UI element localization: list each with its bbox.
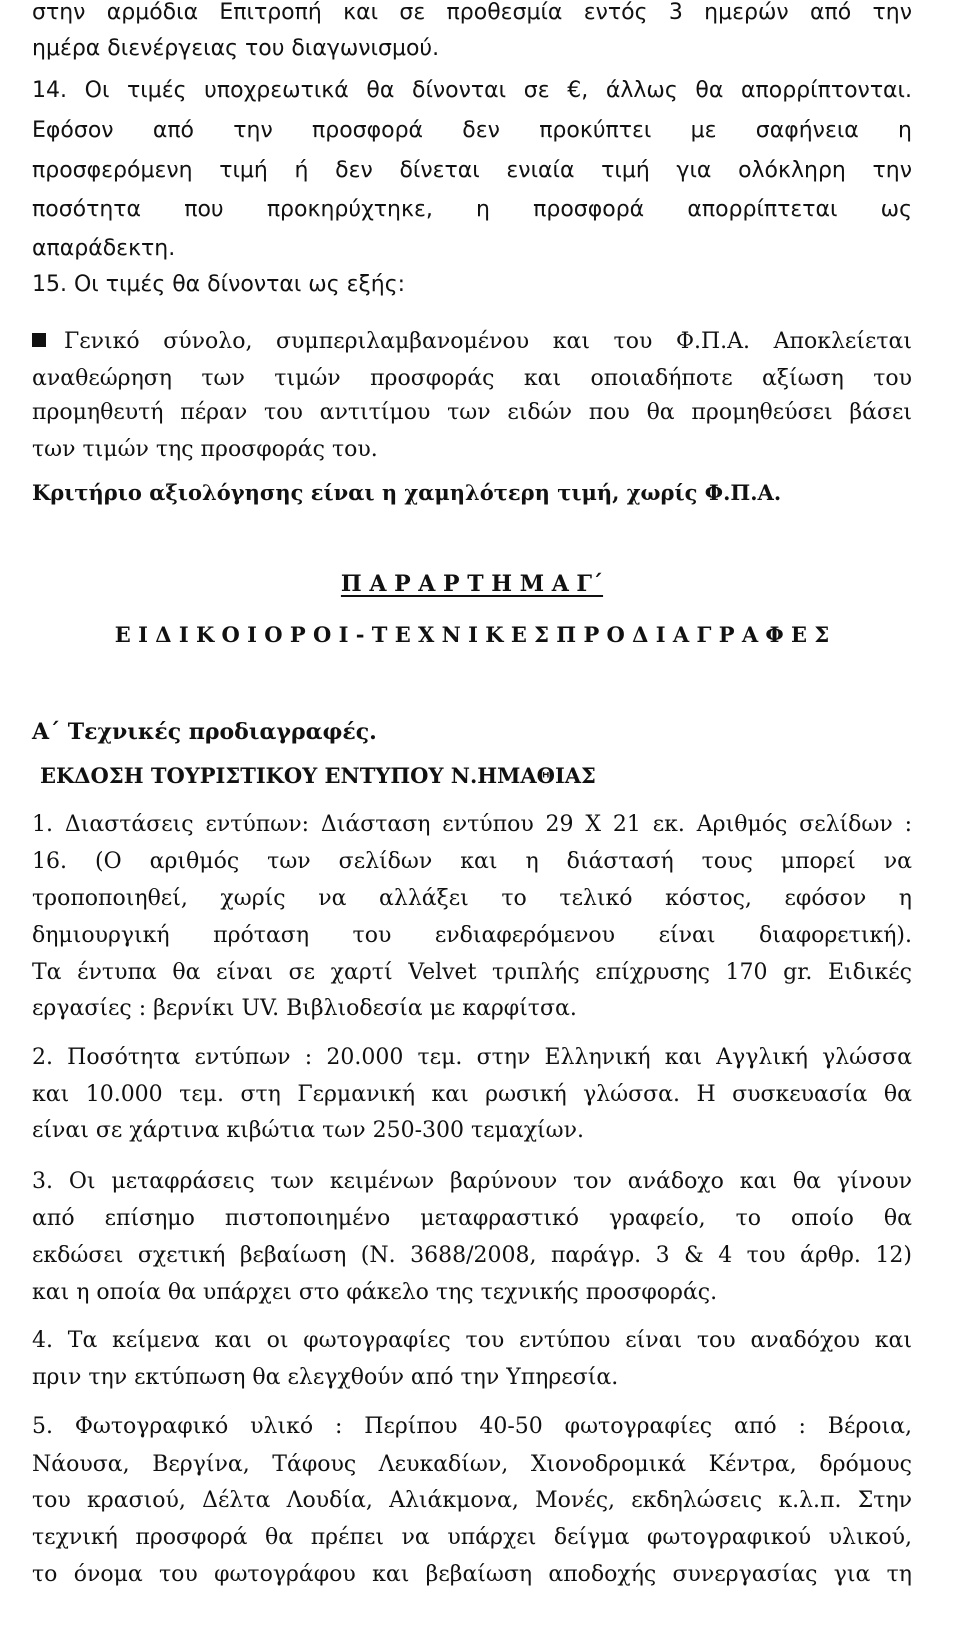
bullet-line-1 bbox=[32, 323, 912, 361]
spec1-line-1: 1. Διαστάσεις εντύπων: Διάσταση εντύπου 29 Χ 21 εκ. Αριθμός σελίδων : bbox=[32, 812, 912, 837]
spec4-line-1: 4. Τα κείμενα και οι φωτογραφίες του εντύπου είναι του αναδόχου και bbox=[32, 1328, 912, 1353]
spec1-line-3: τροποποιηθεί, χωρίς να αλλάξει το τελικό κόστος, εφόσον η bbox=[32, 886, 912, 911]
bullet-line-3: προμηθευτή πέραν του αντιτίμου των ειδών που θα προμηθεύσει βάσει bbox=[32, 400, 912, 425]
spec2-line-2: και 10.000 τεμ. στη Γερμανική και ρωσική γλώσσα. Η συσκευασία θα bbox=[32, 1082, 912, 1107]
bullet-line-2: αναθεώρηση των τιμών προσφοράς και οποιαδήποτε αξίωση του bbox=[32, 366, 912, 391]
item14-line-1: 14. Οι τιμές υποχρεωτικά θα δίνονται σε €, άλλως θα απορρίπτονται. bbox=[32, 78, 912, 103]
spec2-line-3: είναι σε χάρτινα κιβώτια των 250-300 τεμαχίων. bbox=[32, 1118, 584, 1143]
appendix-title-text: Π Α Ρ Α Ρ Τ Η Μ Α Γ΄ bbox=[340, 571, 604, 597]
spec1-line-4: δημιουργική πρόταση του ενδιαφερόμενου είναι διαφορετική). bbox=[32, 923, 912, 948]
intro-line-1: στην αρμόδια Επιτροπή και σε προθεσμία εντός 3 ημερών από την bbox=[32, 0, 912, 25]
appendix-title bbox=[32, 565, 912, 603]
bullet-line-1-text: Γενικό σύνολο, συμπεριλαμβανομένου και του Φ.Π.Α. Αποκλείεται bbox=[64, 329, 912, 354]
spec1-line-5: Τα έντυπα θα είναι σε χαρτί Velvet τριπλής επίχρυσης 170 gr. Ειδικές bbox=[32, 960, 912, 985]
spec5-line-3: του κρασιού, Δέλτα Λουδία, Αλιάκμονα, Μονές, εκδηλώσεις κ.λ.π. Στην bbox=[32, 1488, 912, 1513]
spec3-line-2: από επίσημο πιστοποιημένο μεταφραστικό γραφείο, το οποίο θα bbox=[32, 1206, 912, 1231]
spec5-line-5: το όνομα του φωτογράφου και βεβαίωση αποδοχής συνεργασίας για τη bbox=[32, 1562, 912, 1587]
spec4-line-2: πριν την εκτύπωση θα ελεγχθούν από την Υπηρεσία. bbox=[32, 1365, 619, 1390]
item14-line-3: προσφερόμενη τιμή ή δεν δίνεται ενιαία τιμή για ολόκληρη την bbox=[32, 158, 912, 183]
spec5-line-1: 5. Φωτογραφικό υλικό : Περίπου 40-50 φωτογραφίες από : Βέροια, bbox=[32, 1414, 912, 1439]
item14-line-5: απαράδεκτη. bbox=[32, 236, 176, 261]
item15-line: 15. Οι τιμές θα δίνονται ως εξής: bbox=[32, 272, 406, 297]
spec-heading: Α΄ Τεχνικές προδιαγραφές. bbox=[32, 719, 377, 745]
spec1-line-6: εργασίες : βερνίκι UV. Βιβλιοδεσία με καρφίτσα. bbox=[32, 996, 577, 1021]
spec-subheading: ΕΚΔΟΣΗ ΤΟΥΡΙΣΤΙΚΟΥ ΕΝΤΥΠΟΥ Ν.ΗΜΑΘΙΑΣ bbox=[40, 763, 596, 788]
square-bullet-icon bbox=[32, 333, 46, 347]
intro-line-2: ημέρα διενέργειας του διαγωνισμού. bbox=[32, 36, 440, 61]
appendix-subtitle: Ε Ι Δ Ι Κ Ο Ι Ο Ρ Ο Ι - Τ Ε Χ Ν Ι Κ Ε Σ Π Ρ Ο Δ Ι Α Γ Ρ Α Φ Ε Σ bbox=[114, 622, 830, 647]
spec5-line-2: Νάουσα, Βεργίνα, Τάφους Λευκαδίων, Χιονοδρομικά Κέντρα, δρόμους bbox=[32, 1452, 912, 1477]
item14-line-2: Εφόσον από την προσφορά δεν προκύπτει με σαφήνεια η bbox=[32, 118, 912, 143]
spec5-line-4: τεχνική προσφορά θα πρέπει να υπάρχει δείγμα φωτογραφικού υλικού, bbox=[32, 1525, 912, 1550]
spec1-line-2: 16. (Ο αριθμός των σελίδων και η διάστασή τους μπορεί να bbox=[32, 849, 912, 874]
criterion-line: Κριτήριο αξιολόγησης είναι η χαμηλότερη τιμή, χωρίς Φ.Π.Α. bbox=[32, 480, 782, 505]
bullet-line-4: των τιμών της προσφοράς του. bbox=[32, 437, 378, 462]
spec3-line-1: 3. Οι μεταφράσεις των κειμένων βαρύνουν τον ανάδοχο και θα γίνουν bbox=[32, 1169, 912, 1194]
item14-line-4: ποσότητα που προκηρύχτηκε, η προσφορά απορρίπτεται ως bbox=[32, 197, 912, 222]
spec2-line-1: 2. Ποσότητα εντύπων : 20.000 τεμ. στην Ελληνική και Αγγλική γλώσσα bbox=[32, 1045, 912, 1070]
spec3-line-3: εκδώσει σχετική βεβαίωση (Ν. 3688/2008, παράγρ. 3 & 4 του άρθρ. 12) bbox=[32, 1243, 912, 1268]
spec3-line-4: και η οποία θα υπάρχει στο φάκελο της τεχνικής προσφοράς. bbox=[32, 1280, 718, 1305]
